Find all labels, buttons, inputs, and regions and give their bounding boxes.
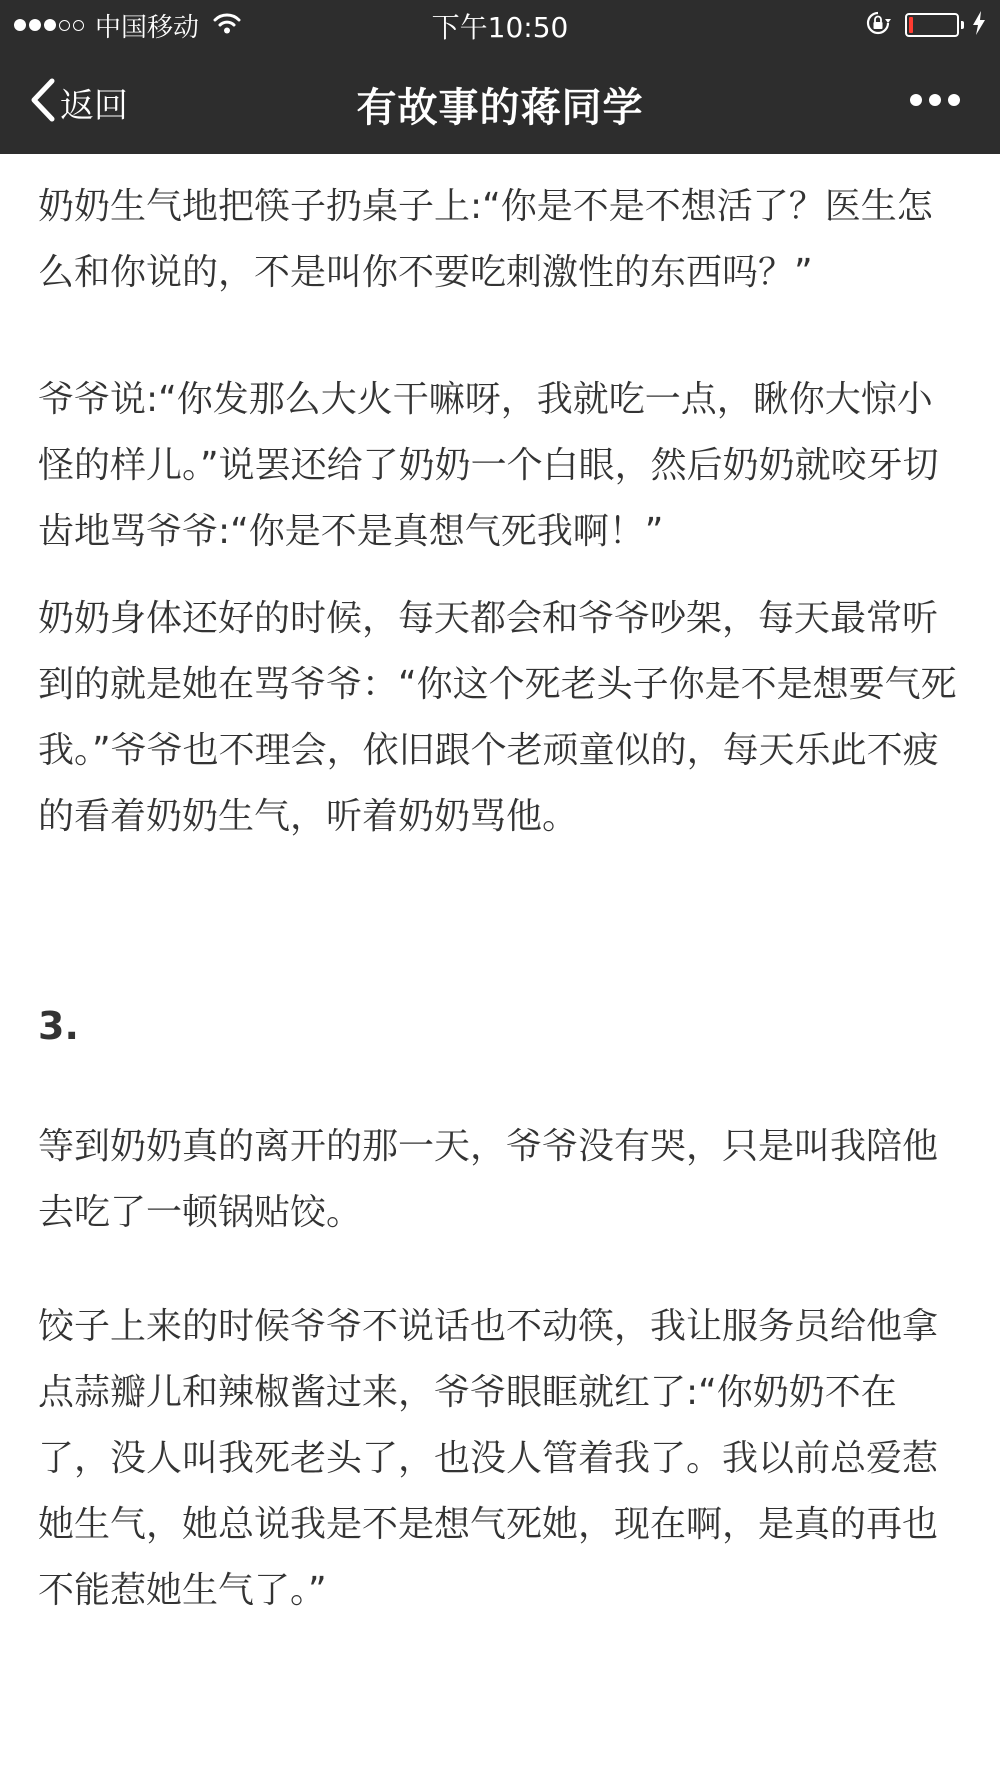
paragraph-2: 爷爷说:“你发那么大火干嘛呀，我就吃一点，瞅你大惊小怪的样儿。”说罢还给了奶奶一个白眼，然后奶奶就咬牙切齿地骂爷爷:“你是不是真想气死我啊！” [38, 379, 939, 552]
page-title: 有故事的蒋同学 [356, 85, 644, 131]
orientation-lock-icon [865, 10, 891, 40]
paragraph-4: 等到奶奶真的离开的那一天，爷爷没有哭，只是叫我陪他去吃了一顿锅贴饺。 [38, 1126, 939, 1233]
status-time: 下午10:50 [431, 11, 569, 44]
section-number: 3. [38, 1004, 79, 1048]
charging-bolt-icon [972, 11, 986, 39]
paragraph-5: 饺子上来的时候爷爷不说话也不动筷，我让服务员给他拿点蒜瓣儿和辣椒酱过来，爷爷眼眶就红了:“你奶奶不在了，没人叫我死老头了，也没人管着我了。我以前总爱惹她生气，她总说我是不是想气死她，现在啊，是真的再也不能惹她生气了。” [38, 1306, 939, 1611]
carrier-name: 中国移动 [95, 12, 200, 43]
status-right [865, 8, 986, 42]
paragraph-3: 奶奶身体还好的时候，每天都会和爷爷吵架，每天最常听到的就是她在骂爷爷：“你这个死老头子你是不是想要气死我。”爷爷也不理会，依旧跟个老顽童似的，每天乐此不疲的看着奶奶生气，听着奶奶骂他。 [38, 598, 957, 837]
status-bar [0, 0, 1000, 50]
more-dots-icon[interactable] [903, 94, 960, 106]
paragraph-1: 奶奶生气地把筷子扔桌子上:“你是不是不想活了？医生怎么和你说的，不是叫你不要吃刺激性的东西吗？” [38, 186, 933, 293]
nav-bar [0, 50, 1000, 154]
back-label: 返回 [60, 85, 128, 126]
battery-icon [905, 13, 959, 37]
article-content [0, 154, 1000, 1777]
